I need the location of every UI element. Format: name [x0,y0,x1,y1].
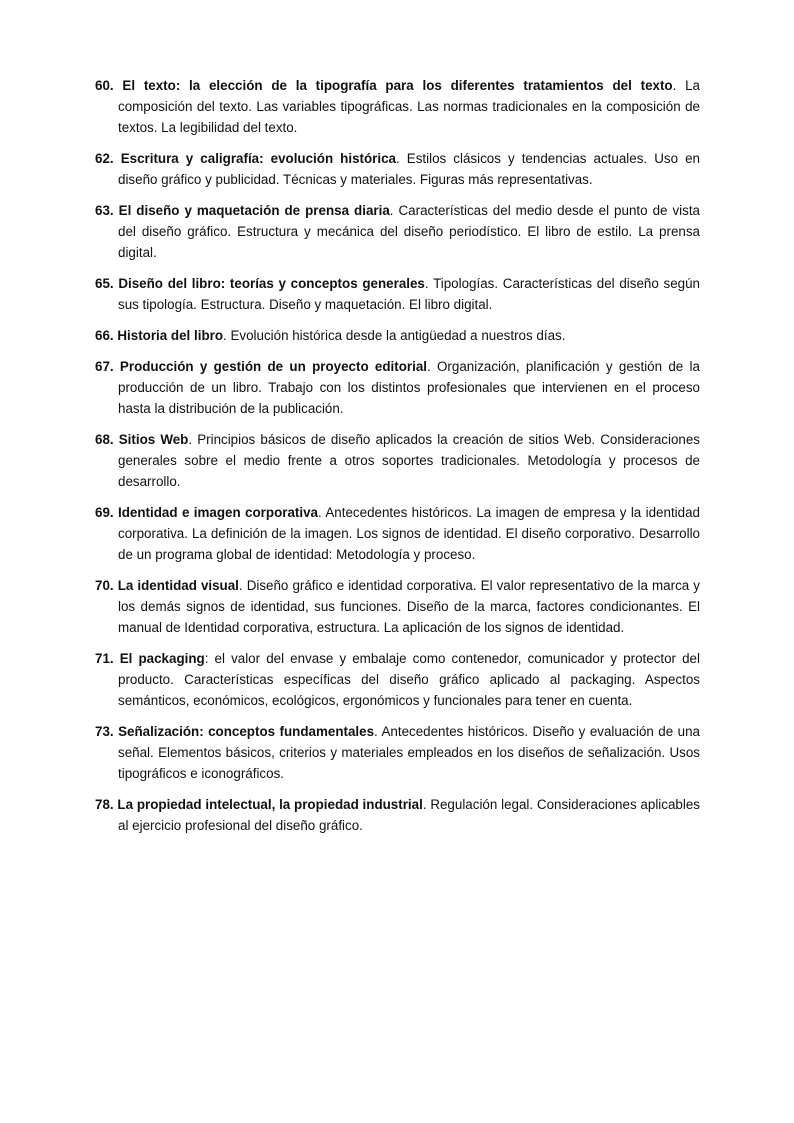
topic-description: : el valor del envase y embalaje como contenedor, comunicador y protector del producto. Características específicas del diseño gráfico aplicado al packaging. Aspectos semánticos, económicos, ecológicos, ergonómicos y funcionales para tener en cuenta. [118,651,700,708]
topic-item [95,429,700,492]
topic-item [95,502,700,565]
topic-list [95,75,700,846]
topic-item [95,721,700,784]
topic-title: Diseño del libro: teorías y conceptos generales [118,276,425,291]
topic-description: . Diseño gráfico e identidad corporativa. El valor representativo de la marca y los demás signos de identidad, sus funciones. Diseño de la marca, factores condicionantes. El manual de Identidad corporativa, estructura. La aplicación de los signos de identidad. [118,578,700,635]
topic-description: . Características del medio desde el punto de vista del diseño gráfico. Estructura y mecánica del diseño periodístico. El libro de estilo. La prensa digital. [118,203,701,260]
topic-title: El texto: la elección de la tipografía para los diferentes tratamientos del texto [122,78,673,93]
topic-number: 70. [95,578,114,593]
topic-item [95,148,700,190]
topic-title: Producción y gestión de un proyecto editorial [119,359,427,374]
topic-description: . Antecedentes históricos. Diseño y evaluación de una señal. Elementos básicos, criterios y materiales empleados en los diseños de señalización. Usos tipográficos e iconográficos. [118,724,700,781]
topic-description: . Organización, planificación y gestión de la producción de un libro. Trabajo con los distintos profesionales que intervienen en el proceso hasta la distribución de la publicación. [118,359,700,416]
topic-title: El diseño y maquetación de prensa diaria [118,203,390,218]
topic-number: 67. [95,359,114,374]
topic-number: 68. [95,432,114,447]
topic-item [95,575,700,638]
topic-number: 62. [95,151,114,166]
topic-description: . Evolución histórica desde la antigüedad a nuestros días. [223,328,566,343]
topic-title: Identidad e imagen corporativa [118,505,318,520]
topic-number: 69. [95,505,114,520]
topic-number: 66. [95,328,114,343]
topic-title: Señalización: conceptos fundamentales [118,724,375,739]
topic-description: . Regulación legal. Consideraciones aplicables al ejercicio profesional del diseño gráfico. [118,797,700,833]
topic-title: El packaging [119,651,205,666]
topic-item [95,356,700,419]
topic-item [95,794,700,836]
topic-number: 63. [95,203,114,218]
topic-description: . Antecedentes históricos. La imagen de empresa y la identidad corporativa. La definición de la imagen. Los signos de identidad. El diseño corporativo. Desarrollo de un programa global de identidad: Metodología y proceso. [118,505,700,562]
topic-item [95,200,700,263]
topic-description: . Tipologías. Características del diseño según sus tipología. Estructura. Diseño y maquetación. El libro digital. [118,276,700,312]
topic-item [95,75,700,138]
topic-item [95,273,700,315]
topic-item [95,648,700,711]
topic-number: 78. [95,797,114,812]
topic-description: . Estilos clásicos y tendencias actuales. Uso en diseño gráfico y publicidad. Técnicas y materiales. Figuras más representativas. [118,151,700,187]
topic-number: 60. [95,78,114,93]
topic-title: Escritura y caligrafía: evolución histórica [120,151,396,166]
topic-number: 65. [95,276,114,291]
topic-description: . La composición del texto. Las variables tipográficas. Las normas tradicionales en la composición de textos. La legibilidad del texto. [118,78,700,135]
topic-description: . Principios básicos de diseño aplicados la creación de sitios Web. Consideraciones generales sobre el medio frente a otros soportes tradicionales. Metodología y procesos de desarrollo. [118,432,700,489]
topic-title: La propiedad intelectual, la propiedad industrial [117,797,423,812]
topic-title: Historia del libro [117,328,224,343]
topic-number: 73. [95,724,114,739]
topic-title: La identidad visual [117,578,239,593]
topic-item [95,325,700,346]
topic-number: 71. [95,651,114,666]
topic-title: Sitios Web [118,432,189,447]
